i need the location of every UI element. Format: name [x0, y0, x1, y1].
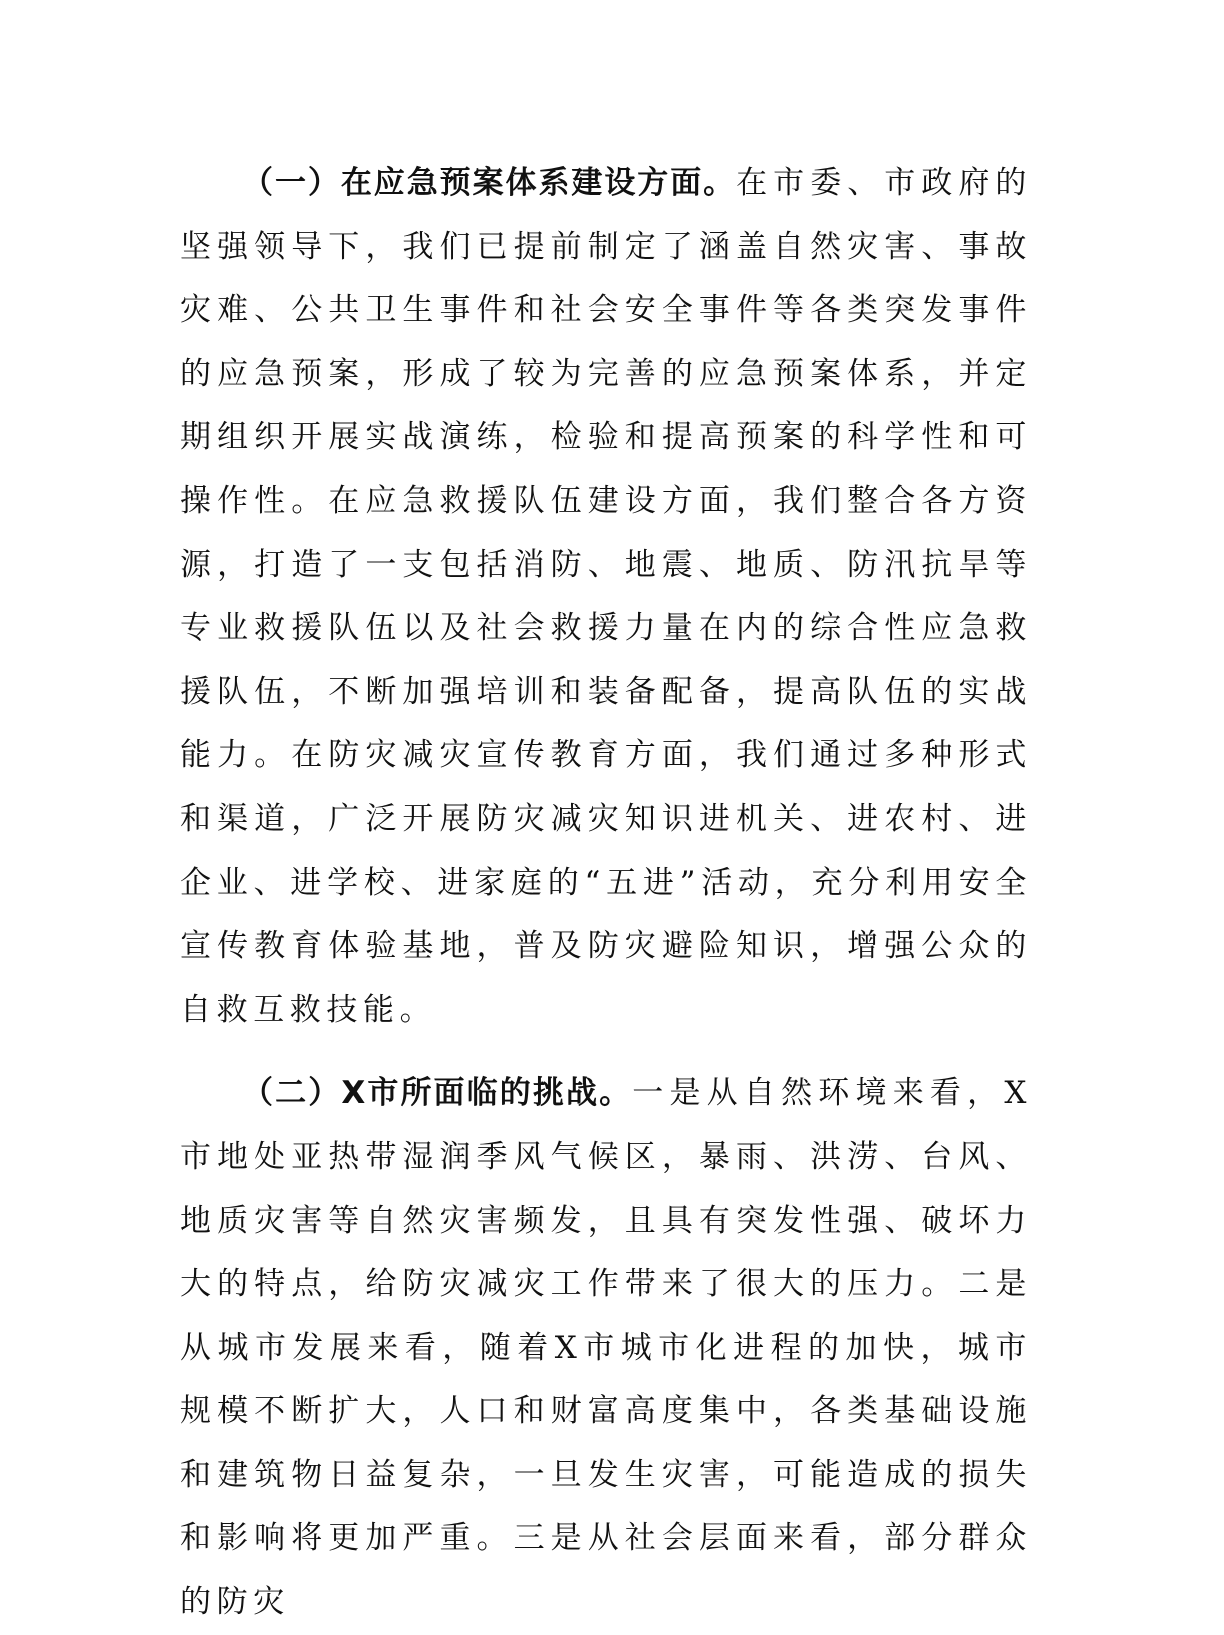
paragraph-heading: （二）X市所面临的挑战。 — [242, 1075, 633, 1112]
paragraph-body: 一是从自然环境来看，X市地处亚热带湿润季风气候区，暴雨、洪涝、台风、地质灾害等自然灾害频发，且具有突发性强、破坏力大的特点，给防灾减灾工作带来了很大的压力。二是从城市发展来看，随着X市城市化进程的加快，城市规模不断扩大，人口和财富高度集中，各类基础设施和建筑物日益复杂，一旦发生灾害，可能造成的损失和影响将更加严重。三是从社会层面来看，部分群众的防灾 — [180, 1075, 1033, 1621]
paragraph-heading: （一）在应急预案体系建设方面。 — [242, 165, 737, 201]
document-page — [180, 152, 1032, 1635]
paragraph-body: 在市委、市政府的坚强领导下，我们已提前制定了涵盖自然灾害、事故灾难、公共卫生事件和社会安全事件等各类突发事件的应急预案，形成了较为完善的应急预案体系，并定期组织开展实战演练，检验和提高预案的科学性和可操作性。在应急救援队伍建设方面，我们整合各方资源，打造了一支包括消防、地震、地质、防汛抗旱等专业救援队伍以及社会救援力量在内的综合性应急救援队伍，不断加强培训和装备配备，提高队伍的实战能力。在防灾减灾宣传教育方面，我们通过多种形式和渠道，广泛开展防灾减灾知识进机关、进农村、进企业、进学校、进家庭的“五进”活动，充分利用安全宣传教育体验基地，普及防灾避险知识，增强公众的自救互救技能。 — [180, 165, 1032, 1028]
paragraph-city-challenges — [180, 1062, 1032, 1634]
paragraph-emergency-plan-system — [180, 152, 1032, 1042]
